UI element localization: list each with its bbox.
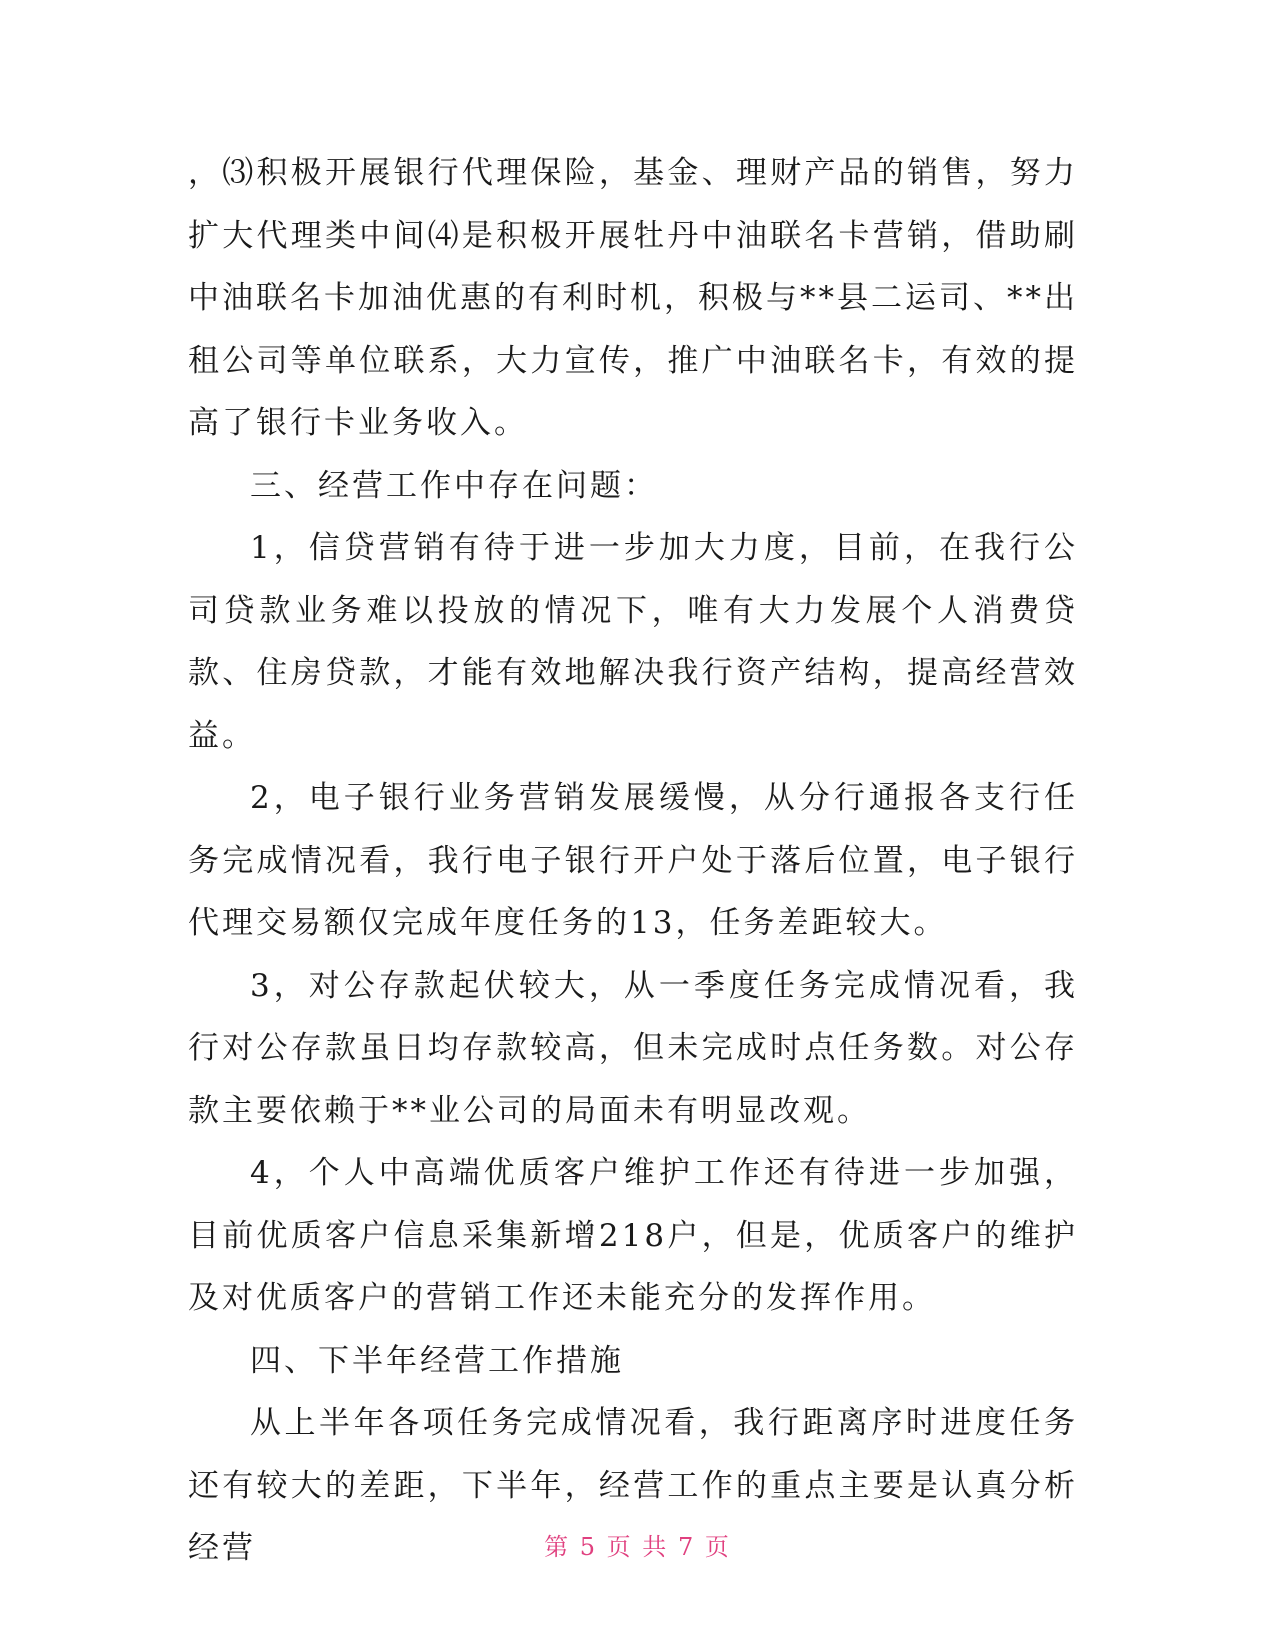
paragraph-issue-4: 4，个人中高端优质客户维护工作还有待进一步加强，目前优质客户信息采集新增218户，但是，优质客户的维护及对优质客户的营销工作还未能充分的发挥作用。	[188, 1155, 1078, 1316]
paragraph-issue-2: 2，电子银行业务营销发展缓慢，从分行通报各支行任务完成情况看，我行电子银行开户处于落后位置，电子银行代理交易额仅完成年度任务的13，任务差距较大。	[188, 780, 1078, 941]
section-heading-measures: 四、下半年经营工作措施	[250, 1342, 624, 1379]
paragraph-issue-3: 3，对公存款起伏较大，从一季度任务完成情况看，我行对公存款虽日均存款较高，但未完成时点任务数。对公存款主要依赖于**业公司的局面未有明显改观。	[188, 967, 1078, 1129]
page-number-footer: 第 5 页 共 7 页	[544, 1533, 731, 1561]
section-heading-problems: 三、经营工作中存在问题：	[250, 467, 658, 504]
document-body	[188, 142, 1078, 1580]
paragraph-issue-1: 1，信贷营销有待于进一步加大力度，目前，在我行公司贷款业务难以投放的情况下，唯有大力发展个人消费贷款、住房贷款，才能有效地解决我行资产结构，提高经营效益。	[188, 530, 1078, 754]
paragraph-measures: 从上半年各项任务完成情况看，我行距离序时进度任务还有较大的差距，下半年，经营工作的重点主要是认真分析经营	[188, 1405, 1078, 1566]
paragraph-continuation: ，⑶积极开展银行代理保险，基金、理财产品的销售，努力扩大代理类中间⑷是积极开展牡丹中油联名卡营销，借助刷中油联名卡加油优惠的有利时机，积极与**县二运司、**出租公司等单位联系，大力宣传，推广中油联名卡，有效的提高了银行卡业务收入。	[188, 155, 1078, 441]
